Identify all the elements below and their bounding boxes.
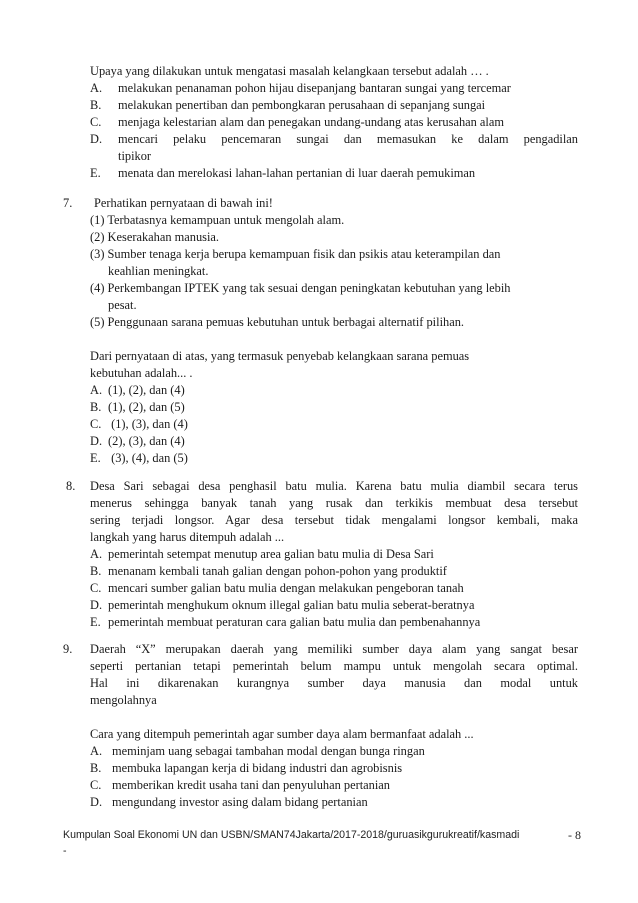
q6-option-d-cont: tipikor <box>118 149 152 163</box>
q6-option-c: menjaga kelestarian alam dan penegakan undang-undang atas kerusahan alam <box>118 115 505 129</box>
q7-number: 7. <box>63 196 73 210</box>
q9-option-a: meminjam uang sebagai tambahan modal dengan bunga ringan <box>112 744 425 758</box>
q7-option-b: (1), (2), dan (5) <box>108 400 185 414</box>
q7-option-e-letter: E. <box>90 451 101 465</box>
q8-stem-line-2: menerus sehingga banyak tanah yang rusak dan terkikis membuat desa tersebut <box>90 496 578 510</box>
q8-number: 8. <box>66 479 76 493</box>
q6-option-a: melakukan penanaman pohon hijau disepanjang bantaran sungai yang tercemar <box>118 81 511 95</box>
q8-option-c: mencari sumber galian batu mulia dengan melakukan pengeboran tanah <box>108 581 464 595</box>
q9-number: 9. <box>63 642 73 656</box>
q9-stem-line-4: mengolahnya <box>90 693 157 707</box>
q9-question: Cara yang ditempuh pemerintah agar sumber daya alam bermanfaat adalah ... <box>90 727 474 741</box>
q7-statement-2: (2) Keserakahan manusia. <box>90 230 220 244</box>
q6-option-a-letter: A. <box>90 81 103 95</box>
q9-option-d-letter: D. <box>90 795 103 809</box>
q8-option-d: pemerintah menghukum oknum illegal galian batu mulia seberat-beratnya <box>108 598 475 612</box>
q8-stem-line-1: Desa Sari sebagai desa penghasil batu mulia. Karena batu mulia diambil secara terus <box>90 479 578 493</box>
q6-option-d-letter: D. <box>90 132 103 146</box>
q8-stem-line-3: sering terjadi longsor. Agar desa tersebut tidak mengalami longsor kembali, maka <box>90 513 578 527</box>
q8-option-b-letter: B. <box>90 564 102 578</box>
q9-option-c: memberikan kredit usaha tani dan penyuluhan pertanian <box>112 778 391 792</box>
q7-stem: Perhatikan pernyataan di bawah ini! <box>94 196 273 210</box>
q6-option-e: menata dan merelokasi lahan-lahan pertanian di luar daerah pemukiman <box>118 166 476 180</box>
q7-option-a: (1), (2), dan (4) <box>108 383 185 397</box>
q9-option-b: membuka lapangan kerja di bidang industri dan agrobisnis <box>112 761 403 775</box>
q7-statement-5: (5) Penggunaan sarana pemuas kebutuhan untuk berbagai alternatif pilihan. <box>90 315 464 329</box>
q7-option-e: (3), (4), dan (5) <box>108 451 188 465</box>
q6-option-b-letter: B. <box>90 98 102 112</box>
page-number: - 8 <box>568 828 581 842</box>
q9-option-a-letter: A. <box>90 744 103 758</box>
q8-option-d-letter: D. <box>90 598 103 612</box>
footer-dash: - <box>63 845 67 857</box>
q7-question: Dari pernyataan di atas, yang termasuk penyebab kelangkaan sarana pemuas <box>90 349 470 363</box>
q7-option-c: (1), (3), dan (4) <box>108 417 188 431</box>
q7-statement-3: (3) Sumber tenaga kerja berupa kemampuan fisik dan psikis atau keterampilan dan <box>90 247 501 261</box>
q8-option-e: pemerintah membuat peraturan cara galian batu mulia dan pembenahannya <box>108 615 481 629</box>
q7-statement-3-cont: keahlian meningkat. <box>108 264 209 278</box>
q8-option-c-letter: C. <box>90 581 102 595</box>
q9-option-c-letter: C. <box>90 778 102 792</box>
q6-option-b: melakukan penertiban dan pembongkaran perusahaan di sepanjang sungai <box>118 98 486 112</box>
q6-stem: Upaya yang dilakukan untuk mengatasi masalah kelangkaan tersebut adalah … . <box>90 64 489 78</box>
q6-option-d: mencari pelaku pencemaran sungai dan memasukan ke dalam pengadilan <box>118 132 578 146</box>
q7-option-a-letter: A. <box>90 383 103 397</box>
q7-option-d: (2), (3), dan (4) <box>108 434 185 448</box>
q7-question-cont: kebutuhan adalah... . <box>90 366 193 380</box>
footer-text: Kumpulan Soal Ekonomi UN dan USBN/SMAN74Jakarta/2017-2018/guruasikgurukreatif/kasmadi <box>63 829 520 841</box>
q7-statement-4-cont: pesat. <box>108 298 137 312</box>
q7-statement-1: (1) Terbatasnya kemampuan untuk mengolah alam. <box>90 213 345 227</box>
q8-option-e-letter: E. <box>90 615 101 629</box>
q9-option-d: mengundang investor asing dalam bidang pertanian <box>112 795 368 809</box>
q8-option-a-letter: A. <box>90 547 103 561</box>
q9-stem-line-1: Daerah “X” merupakan daerah yang memiliki sumber daya alam yang sangat besar <box>90 642 578 656</box>
q9-stem-line-2: seperti pertanian tetapi pemerintah belum mampu untuk mengolah secara optimal. <box>90 659 578 673</box>
q7-option-d-letter: D. <box>90 434 103 448</box>
q8-option-a: pemerintah setempat menutup area galian batu mulia di Desa Sari <box>108 547 434 561</box>
q8-stem-line-4: langkah yang harus ditempuh adalah ... <box>90 530 285 544</box>
q9-option-b-letter: B. <box>90 761 102 775</box>
q8-option-b: menanam kembali tanah galian dengan pohon-pohon yang produktif <box>108 564 447 578</box>
q7-option-c-letter: C. <box>90 417 102 431</box>
q6-option-e-letter: E. <box>90 166 101 180</box>
q7-statement-4: (4) Perkembangan IPTEK yang tak sesuai dengan peningkatan kebutuhan yang lebih <box>90 281 511 295</box>
q9-stem-line-3: Hal ini dikarenakan kurangnya sumber daya manusia dan modal untuk <box>90 676 578 690</box>
q7-option-b-letter: B. <box>90 400 102 414</box>
q6-option-c-letter: C. <box>90 115 102 129</box>
page-footer <box>63 827 581 857</box>
